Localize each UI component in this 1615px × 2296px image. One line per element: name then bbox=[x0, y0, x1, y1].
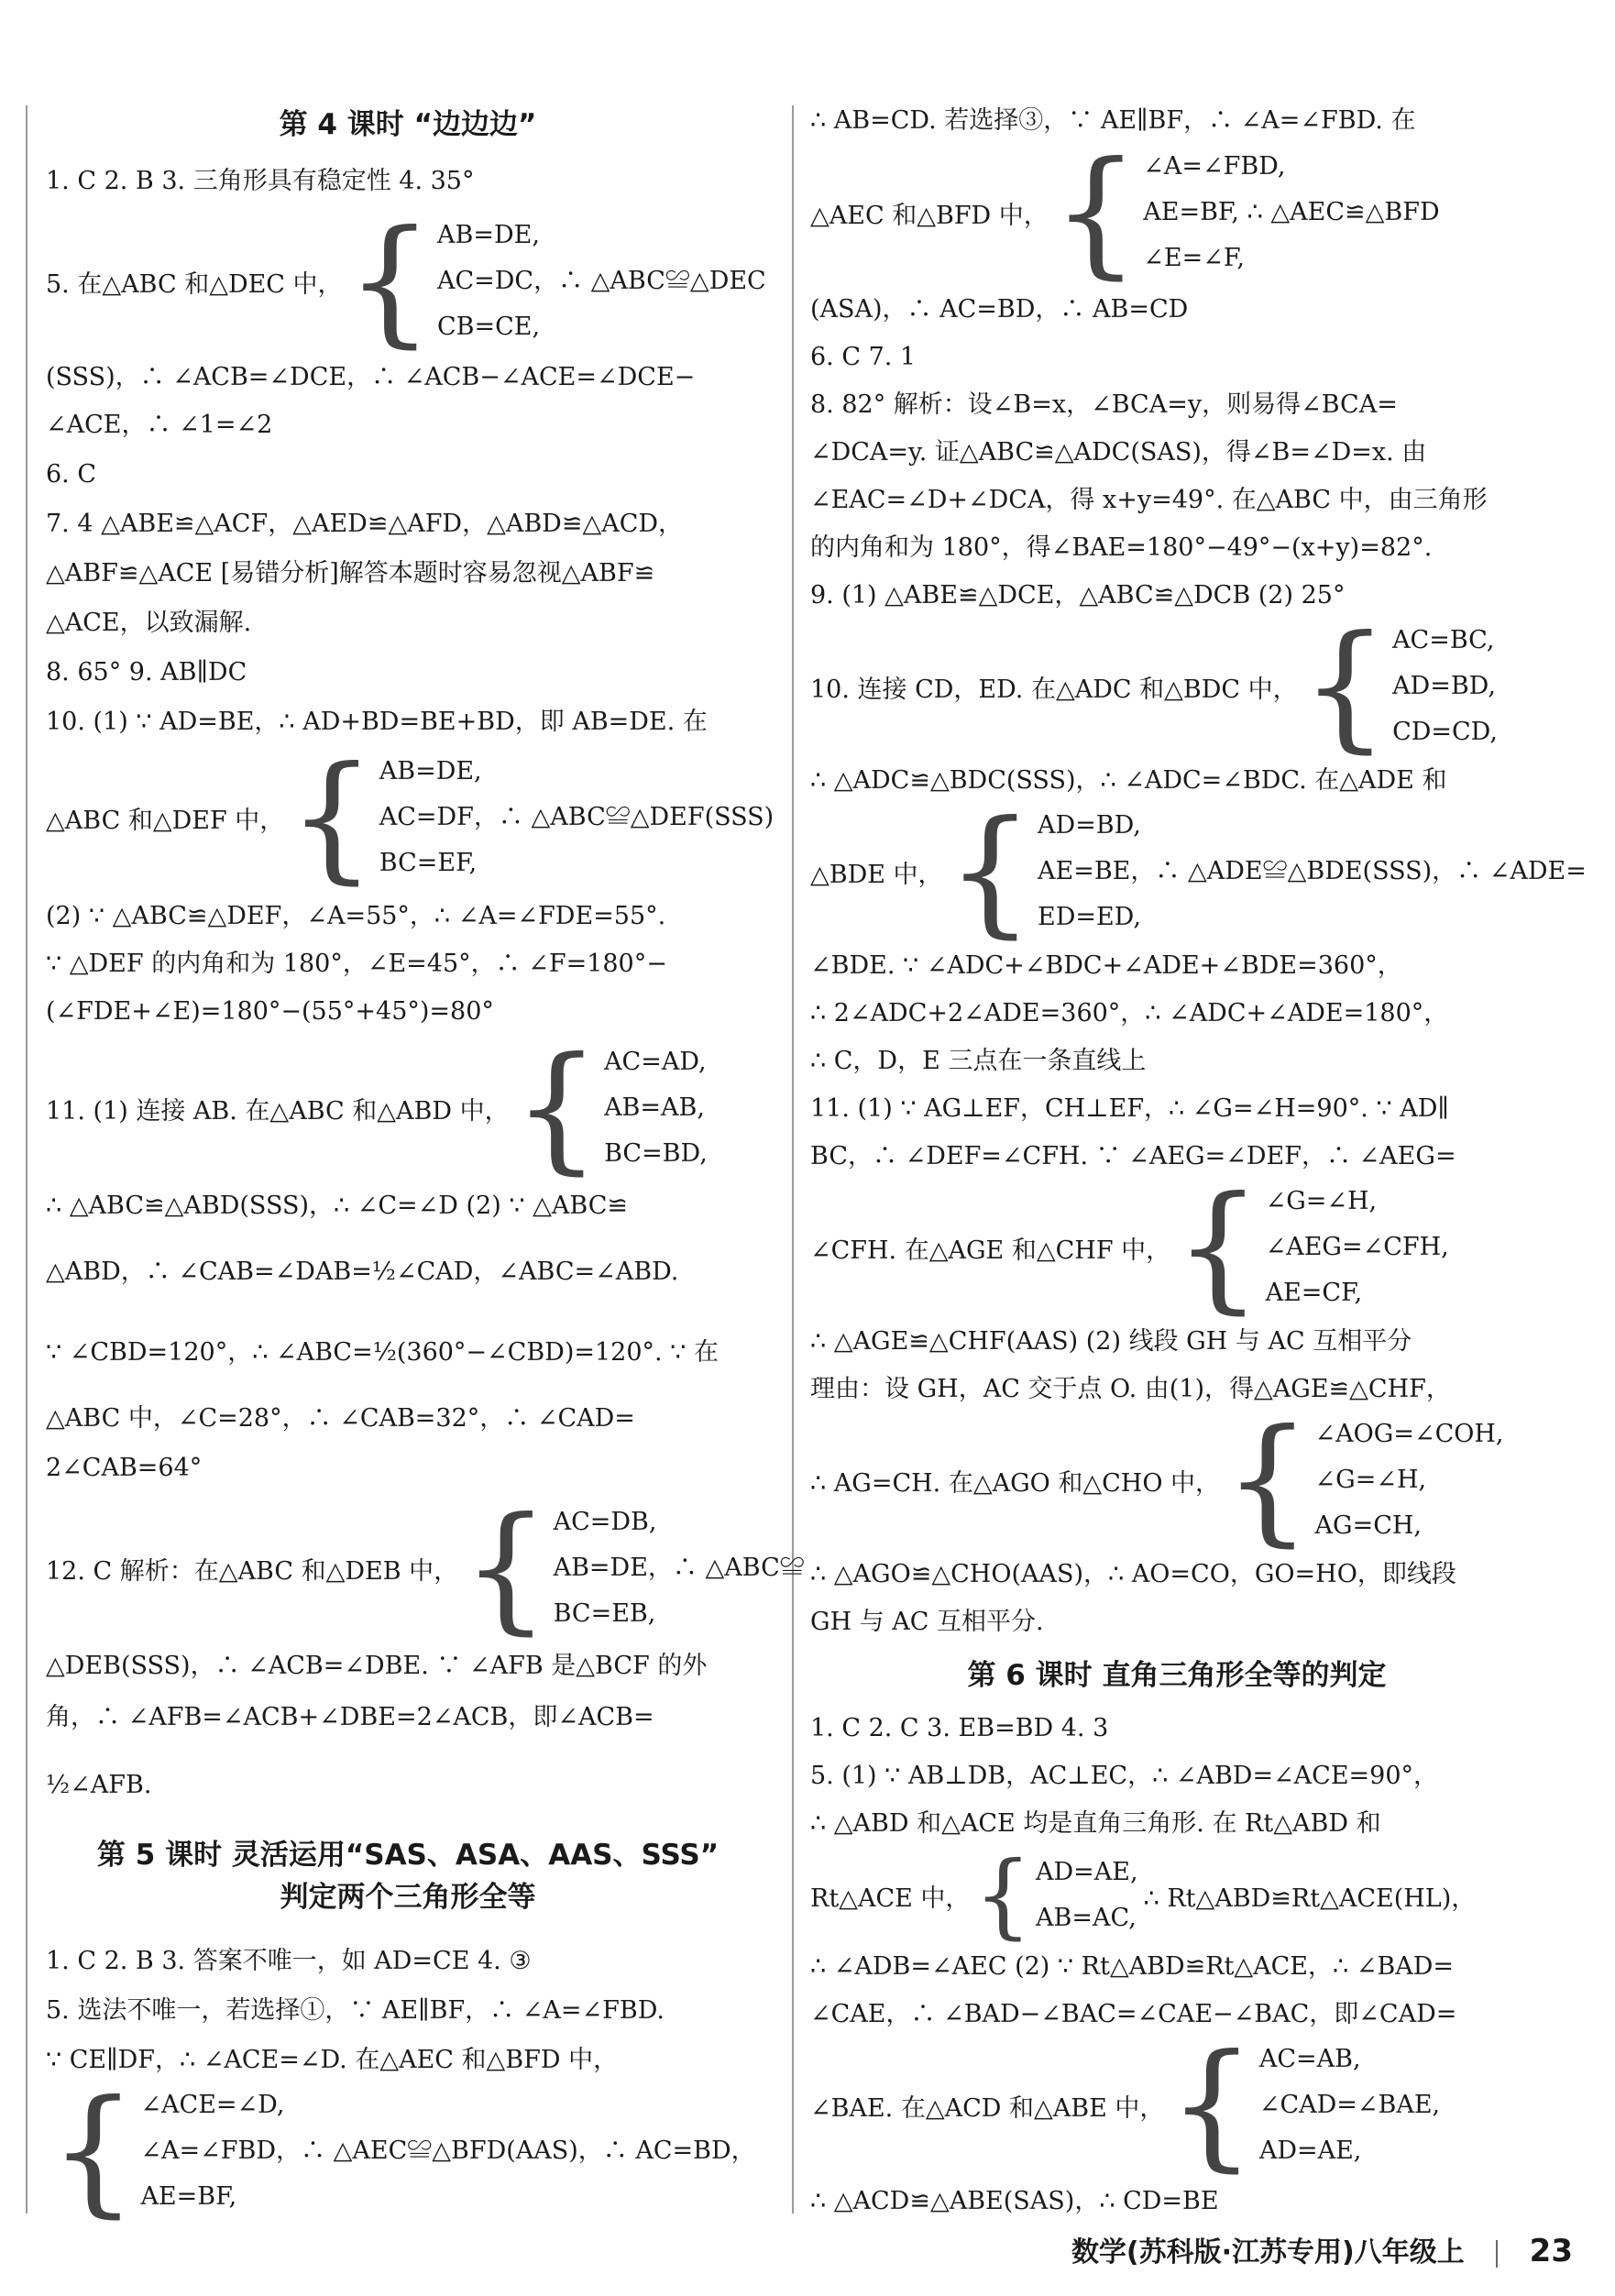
answer-line: (ASA)，∴ AC=BD，∴ AB=CD bbox=[810, 295, 1189, 324]
answer-line: ∵ ∠CBD=120°，∴ ∠ABC=½(360°−∠CBD)=120°. ∵ 在 bbox=[46, 1338, 719, 1367]
answer-line: ∴ ∠ADB=∠AEC (2) ∵ Rt△ABD≌Rt△ACE，∴ ∠BAD= bbox=[810, 1952, 1455, 1981]
answer-line: 1. C 2. B 3. 答案不唯一，如 AD=CE 4. ③ bbox=[46, 1947, 532, 1975]
answer-line: 10. (1) ∵ AD=BE，∴ AD+BD=BE+BD，即 AB=DE. 在 bbox=[46, 708, 708, 736]
answer-line: ∵ CE∥DF，∴ ∠ACE=∠D. 在△AEC 和△BFD 中， bbox=[46, 2046, 619, 2074]
equation-stack: AB=DE, AC=DF，∴ △ABC≌△DEF(SSS) BC=EF, bbox=[379, 757, 775, 877]
answer-10r-system: 10. 连接 CD，ED. 在△ADC 和△BDC 中， { AC=BC, AD=BD, CD=CD, bbox=[810, 607, 1498, 766]
brace-symbol: { bbox=[346, 202, 434, 361]
answer-line: 2∠CAB=64° bbox=[46, 1454, 203, 1482]
brace-symbol: { bbox=[1051, 133, 1140, 292]
answer-line: 理由：设 GH，AC 交于点 O. 由(1)，得△AGE≌△CHF， bbox=[810, 1375, 1451, 1403]
answer-line: ∴ AB=CD. 若选择③，∵ AE∥BF，∴ ∠A=∠FBD. 在 bbox=[810, 106, 1416, 135]
answer-11r-system: ∠CFH. 在△AGE 和△CHF 中， { ∠G=∠H, ∠AEG=∠CFH, AE=CF, bbox=[810, 1168, 1449, 1327]
brace-symbol: { bbox=[946, 792, 1034, 951]
answer-11r2-system: ∴ AG=CH. 在△AGO 和△CHO 中， { ∠AOG=∠COH, ∠G=∠H, AG=CH, bbox=[810, 1401, 1504, 1560]
equation-stack: ∠AOG=∠COH, ∠G=∠H, AG=CH, bbox=[1314, 1420, 1504, 1540]
answer-line: ∠DCA=y. 证△ABC≌△ADC(SAS)，得∠B=∠D=x. 由 bbox=[810, 438, 1427, 467]
answer-line: 1. C 2. C 3. EB=BD 4. 3 bbox=[810, 1714, 1109, 1742]
answer-line: ∴ △AGO≌△CHO(AAS)，∴ AO=CO，GO=HO，即线段 bbox=[810, 1560, 1456, 1588]
answer-line: ∴ 2∠ADC+2∠ADE=360°，∴ ∠ADC+∠ADE=180°， bbox=[810, 999, 1449, 1027]
brace-symbol: { bbox=[1174, 1168, 1262, 1327]
answer-line: ∠ACE，∴ ∠1=∠2 bbox=[46, 411, 273, 439]
answer-line: 角，∴ ∠AFB=∠ACB+∠DBE=2∠ACB，即∠ACB= bbox=[46, 1703, 654, 1731]
answer-line: ∴ △AGE≌△CHF(AAS) (2) 线段 GH 与 AC 互相平分 bbox=[810, 1327, 1412, 1356]
answer-line: ∴ △ABC≌△ABD(SSS)，∴ ∠C=∠D (2) ∵ △ABC≌ bbox=[46, 1192, 629, 1220]
brace-symbol: { bbox=[1301, 607, 1390, 766]
equation-stack: AC=AD, AB=AB, BC=BD, bbox=[604, 1048, 708, 1168]
answer-line: BC，∴ ∠DEF=∠CFH. ∵ ∠AEG=∠DEF，∴ ∠AEG= bbox=[810, 1142, 1456, 1170]
answer-line: 5. (1) ∵ AB⊥DB，AC⊥EC，∴ ∠ABD=∠ACE=90°， bbox=[810, 1762, 1439, 1790]
equation-stack: AC=AB, ∠CAD=∠BAE, AD=AE, bbox=[1258, 2045, 1441, 2165]
answer-line: △DEB(SSS)，∴ ∠ACB=∠DBE. ∵ ∠AFB 是△BCF 的外 bbox=[46, 1652, 708, 1680]
answer-line: (2) ∵ △ABC≌△DEF，∠A=55°，∴ ∠A=∠FDE=55°. bbox=[46, 902, 666, 930]
equation-stack: AC=DB, AB=DE，∴ △ABC≌ BC=EB, bbox=[553, 1508, 805, 1628]
answer-line: 8. 82° 解析：设∠B=x，∠BCA=y，则易得∠BCA= bbox=[810, 390, 1398, 419]
answer-line: 6. C 7. 1 bbox=[810, 343, 917, 371]
answer-line: 8. 65° 9. AB∥DC bbox=[46, 658, 247, 687]
brace-symbol: { bbox=[512, 1028, 601, 1188]
answer-12-system: 12. C 解析：在△ABC 和△DEB 中， { AC=DB, AB=DE，∴ △ABC≌ BC=EB, bbox=[46, 1489, 805, 1648]
brace-symbol: { bbox=[1168, 2026, 1256, 2185]
answer-6-system: Rt△ACE 中， { AD=AE, AB=AC, ∴ Rt△ABD≌Rt△ACE(HL)， bbox=[810, 1841, 1477, 1949]
equation-stack: ∠ACE=∠D, ∠A=∠FBD，∴ △AEC≌△BFD(AAS)，∴ AC=BD， AE=BF, bbox=[140, 2091, 756, 2211]
equation-stack: AD=AE, AB=AC, bbox=[1036, 1858, 1138, 1932]
answer-line: 7. 4 △ABE≌△ACF，△AED≌△AFD，△ABD≌△ACD， bbox=[46, 510, 684, 538]
answer-line: △ABD，∴ ∠CAB=∠DAB=½∠CAD，∠ABC=∠ABD. bbox=[46, 1258, 679, 1286]
brace-symbol: { bbox=[1224, 1401, 1312, 1560]
answer-5b-system bbox=[46, 2071, 756, 2231]
footer-subject: 数学(苏科版·江苏专用)八年级上 bbox=[1071, 2236, 1465, 2269]
answer-line: (SSS)，∴ ∠ACB=∠DCE，∴ ∠ACB−∠ACE=∠DCE− bbox=[46, 363, 696, 391]
answer-line: ∴ △ADC≌△BDC(SSS)，∴ ∠ADC=∠BDC. 在△ADE 和 bbox=[810, 766, 1447, 795]
answer-line: ½∠AFB. bbox=[46, 1771, 152, 1799]
answer-11-system: 11. (1) 连接 AB. 在△ABC 和△ABD 中， { AC=AD, AB=AB, BC=BD, bbox=[46, 1028, 708, 1188]
answer-line: △ACE，以致漏解. bbox=[46, 609, 252, 637]
answer-10-system: △ABC 和△DEF 中， { AB=DE, AC=DF，∴ △ABC≌△DEF(SSS) BC=EF, bbox=[46, 738, 775, 897]
answer-line: GH 与 AC 互相平分. bbox=[810, 1608, 1044, 1636]
equation-stack: AC=BC, AD=BD, CD=CD, bbox=[1392, 626, 1498, 746]
answer-line: ∠CAE，∴ ∠BAD−∠BAC=∠CAE−∠BAC，即∠CAD= bbox=[810, 2000, 1457, 2028]
equation-stack: ∠G=∠H, ∠AEG=∠CFH, AE=CF, bbox=[1265, 1187, 1449, 1307]
answer-line: ∴ C，D，E 三点在一条直线上 bbox=[810, 1047, 1147, 1075]
answer-line: 的内角和为 180°，得∠BAE=180°−49°−(x+y)=82°. bbox=[810, 533, 1433, 562]
equation-stack: AB=DE, AC=DC，∴ △ABC≌△DEC CB=CE, bbox=[437, 221, 766, 341]
equation-stack: AD=BD, AE=BE，∴ △ADE≌△BDE(SSS)，∴ ∠ADE= ED=ED, bbox=[1037, 811, 1587, 931]
lesson-5-title: 第 5 课时 灵活运用“SAS、ASA、AAS、SSS” bbox=[96, 1839, 720, 1872]
brace-symbol: { bbox=[49, 2071, 137, 2231]
answer-6b-system: ∠BAE. 在△ACD 和△ABE 中， { AC=AB, ∠CAD=∠BAE, AD=AE, bbox=[810, 2026, 1441, 2185]
answer-line: ∠BDE. ∵ ∠ADC+∠BDC+∠ADE+∠BDE=360°， bbox=[810, 951, 1402, 980]
answer-5-system: 5. 在△ABC 和△DEC 中， { AB=DE, AC=DC，∴ △ABC≌△DEC CB=CE, bbox=[46, 202, 766, 361]
left-margin-rule bbox=[26, 105, 27, 2214]
brace-symbol: { bbox=[973, 1841, 1033, 1949]
answer-line: 9. (1) △ABE≌△DCE，△ABC≌△DCB (2) 25° bbox=[810, 581, 1346, 610]
page-number: 23 bbox=[1529, 2233, 1573, 2269]
answer-line: △ABC 中，∠C=28°，∴ ∠CAB=32°，∴ ∠CAD= bbox=[46, 1404, 635, 1433]
column-divider bbox=[792, 105, 794, 2214]
answer-line: 6. C bbox=[46, 460, 97, 489]
footer-separator bbox=[1496, 2240, 1498, 2268]
answer-line: (∠FDE+∠E)=180°−(55°+45°)=80° bbox=[46, 997, 494, 1026]
answer-line: ∠EAC=∠D+∠DCA，得 x+y=49°. 在△ABC 中，由三角形 bbox=[810, 486, 1488, 514]
answer-line: ∴ △ABD 和△ACE 均是直角三角形. 在 Rt△ABD 和 bbox=[810, 1809, 1381, 1838]
answer-line: △ABF≌△ACE [易错分析]解答本题时容易忽视△ABF≌ bbox=[46, 559, 655, 588]
answer-line: ∴ △ACD≌△ABE(SAS)，∴ CD=BE bbox=[810, 2187, 1219, 2215]
brace-symbol: { bbox=[462, 1489, 550, 1648]
answer-line: 1. C 2. B 3. 三角形具有稳定性 4. 35° bbox=[46, 167, 475, 195]
answer-10r2-system: △BDE 中， { AD=BD, AE=BE，∴ △ADE≌△BDE(SSS)，∴ ∠ADE= ED=ED, bbox=[810, 792, 1587, 951]
lesson-5-subtitle: 判定两个三角形全等 bbox=[280, 1881, 536, 1914]
lesson-6-title: 第 6 课时 直角三角形全等的判定 bbox=[967, 1659, 1387, 1692]
page-footer bbox=[1071, 2229, 1573, 2269]
answer-line: ∵ △DEF 的内角和为 180°，∠E=45°，∴ ∠F=180°− bbox=[46, 950, 667, 978]
answer-line: 5. 选法不唯一，若选择①，∵ AE∥BF，∴ ∠A=∠FBD. bbox=[46, 1996, 665, 2025]
answer-5c-system: △AEC 和△BFD 中， { ∠A=∠FBD, AE=BF, ∴ △AEC≌△BFD ∠E=∠F, bbox=[810, 133, 1440, 292]
answer-line: 11. (1) ∵ AG⊥EF，CH⊥EF，∴ ∠G=∠H=90°. ∵ AD∥ bbox=[810, 1094, 1449, 1123]
lesson-4-title: 第 4 课时 “边边边” bbox=[279, 108, 537, 141]
equation-stack: ∠A=∠FBD, AE=BF, ∴ △AEC≌△BFD ∠E=∠F, bbox=[1143, 152, 1440, 272]
brace-symbol: { bbox=[288, 738, 376, 897]
